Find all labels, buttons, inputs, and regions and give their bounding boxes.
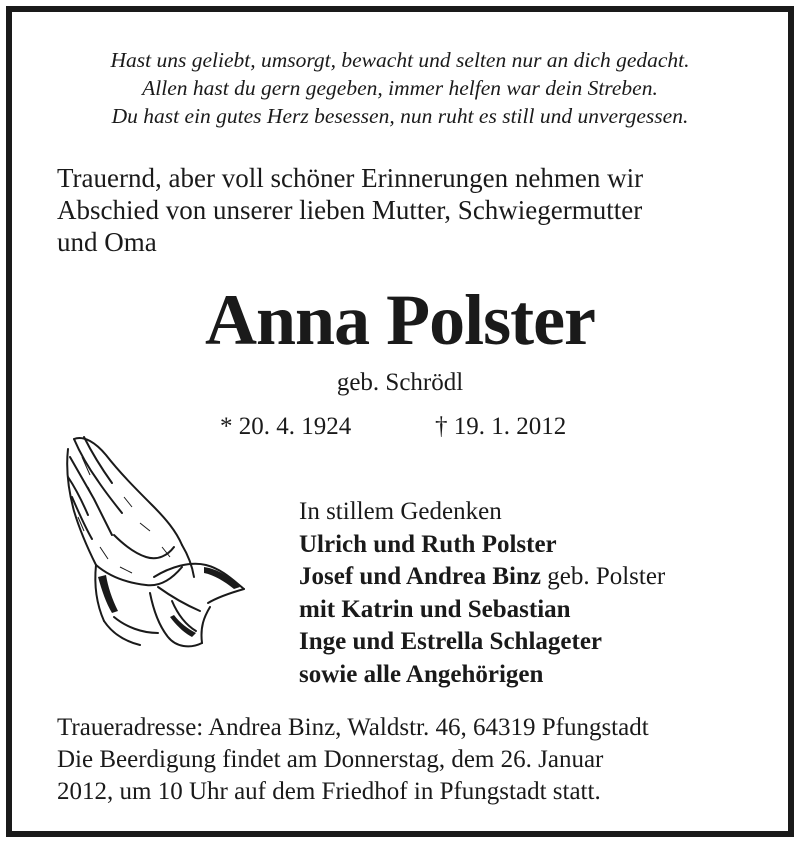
mourner-maiden-name: geb. Polster — [540, 563, 666, 590]
maiden-name: geb. Schrödl — [336, 369, 464, 396]
mourner-line: Ulrich und Ruth Polster — [299, 530, 557, 558]
poem-line: Du hast ein gutes Herz besessen, nun ruht es still und unvergessen. — [111, 104, 689, 128]
poem-line: Hast uns geliebt, umsorgt, bewacht und selten nur an dich gedacht. — [110, 48, 690, 72]
funeral-info: Die Beerdigung findet am Donnerstag, dem 26. Januar — [57, 746, 604, 773]
mourner-line: mit Katrin und Sebastian — [299, 595, 571, 623]
mourners — [299, 496, 769, 691]
poem — [12, 46, 788, 130]
death-date: † 19. 1. 2012 — [435, 413, 567, 440]
funeral-info: 2012, um 10 Uhr auf dem Friedhof in Pfungstadt statt. — [57, 778, 601, 805]
footer-info — [57, 712, 767, 808]
poem-line: Allen hast du gern gegeben, immer helfen war dein Streben. — [142, 76, 658, 100]
mourner-line: sowie alle Angehörigen — [299, 660, 544, 688]
birth-date: * 20. 4. 1924 — [220, 413, 352, 440]
intro-line: Trauernd, aber voll schöner Erinnerungen nehmen wir — [57, 163, 644, 193]
mourner-line — [299, 561, 769, 594]
praying-hands-icon — [54, 427, 254, 657]
deceased-name: Anna Polster — [205, 280, 595, 360]
mourner-line: Inge und Estrella Schlageter — [299, 628, 603, 655]
intro-line: Abschied von unserer lieben Mutter, Schwiegermutter — [57, 195, 643, 225]
intro-text — [57, 162, 757, 258]
mourning-address: Traueradresse: Andrea Binz, Waldstr. 46, 64319 Pfungstadt — [57, 714, 649, 741]
obituary-frame — [6, 6, 794, 837]
mourners-heading: In stillem Gedenken — [299, 498, 502, 525]
mourner-names: Josef und Andrea Binz — [299, 563, 541, 590]
intro-line: und Oma — [57, 227, 157, 257]
